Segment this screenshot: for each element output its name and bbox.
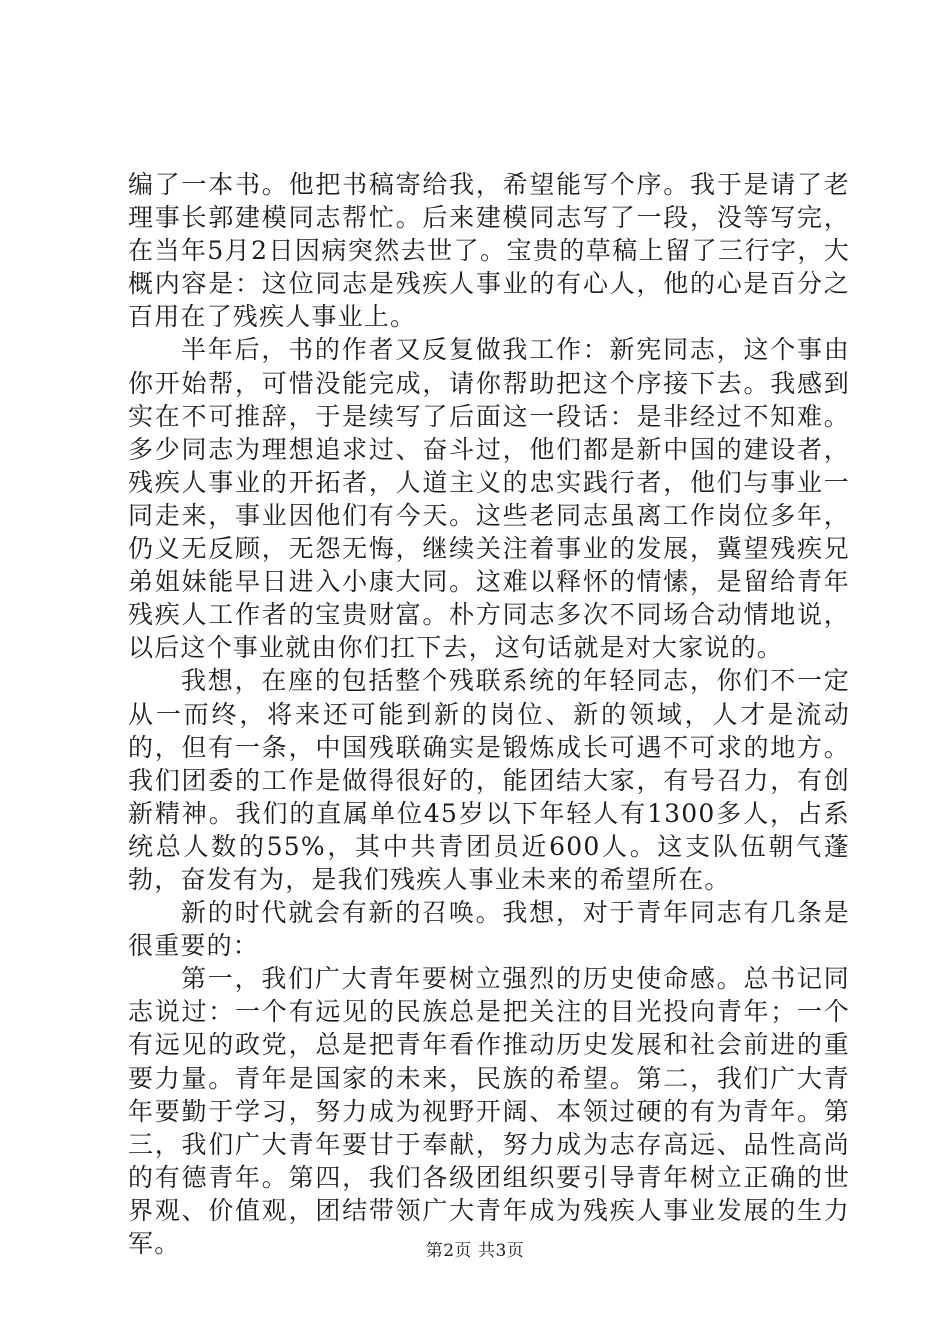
paragraph-4: 新的时代就会有新的召唤。我想，对于青年同志有几条是很重要的：: [128, 898, 850, 961]
page-number-footer: 第2页 共3页: [425, 1241, 525, 1261]
paragraph-5: 第一，我们广大青年要树立强烈的历史使命感。总书记同志说过：一个有远见的民族总是把关注的目光投向青年；一个有远见的政党，总是把青年看作推动历史发展和社会前进的重要力量。青年是国家的未来，民族的希望。第二，我们广大青年要勤于学习，努力成为视野开阔、本领过硬的有为青年。第三，我们广大青年要甘于奉献，努力成为志存高远、品性高尚的有德青年。第四，我们各级团组织要引导青年树立正确的世界观、价值观，团结带领广大青年成为残疾人事业发展的生力军。: [128, 964, 850, 1258]
paragraph-3: 我想，在座的包括整个残联系统的年轻同志，你们不一定从一而终，将来还可能到新的岗位、新的领域，人才是流动的，但有一条，中国残联确实是锻炼成长可遇不可求的地方。我们团委的工作是做得很好的，能团结大家，有号召力，有创新精神。我们的直属单位45岁以下年轻人有1300多人，占系统总人数的55%，其中共青团员近600人。这支队伍朝气蓬勃，奋发有为，是我们残疾人事业未来的希望所在。: [128, 666, 850, 894]
paragraph-1: 编了一本书。他把书稿寄给我，希望能写个序。我于是请了老理事长郭建模同志帮忙。后来建模同志写了一段，没等写完，在当年5月2日因病突然去世了。宝贵的草稿上留了三行字，大概内容是：这位同志是残疾人事业的有心人，他的心是百分之百用在了残疾人事业上。: [128, 170, 850, 332]
document-body: [128, 168, 850, 1260]
paragraph-2: 半年后，书的作者又反复做我工作：新宪同志，这个事由你开始帮，可惜没能完成，请你帮助把这个序接下去。我感到实在不可推辞，于是续写了后面这一段话：是非经过不知难。多少同志为理想追求过、奋斗过，他们都是新中国的建设者，残疾人事业的开拓者，人道主义的忠实践行者，他们与事业一同走来，事业因他们有今天。这些老同志虽离工作岗位多年，仍义无反顾，无怨无悔，继续关注着事业的发展，冀望残疾兄弟姐妹能早日进入小康大同。这难以释怀的情愫，是留给青年残疾人工作者的宝贵财富。朴方同志多次不同场合动情地说，以后这个事业就由你们扛下去，这句话就是对大家说的。: [128, 335, 850, 663]
